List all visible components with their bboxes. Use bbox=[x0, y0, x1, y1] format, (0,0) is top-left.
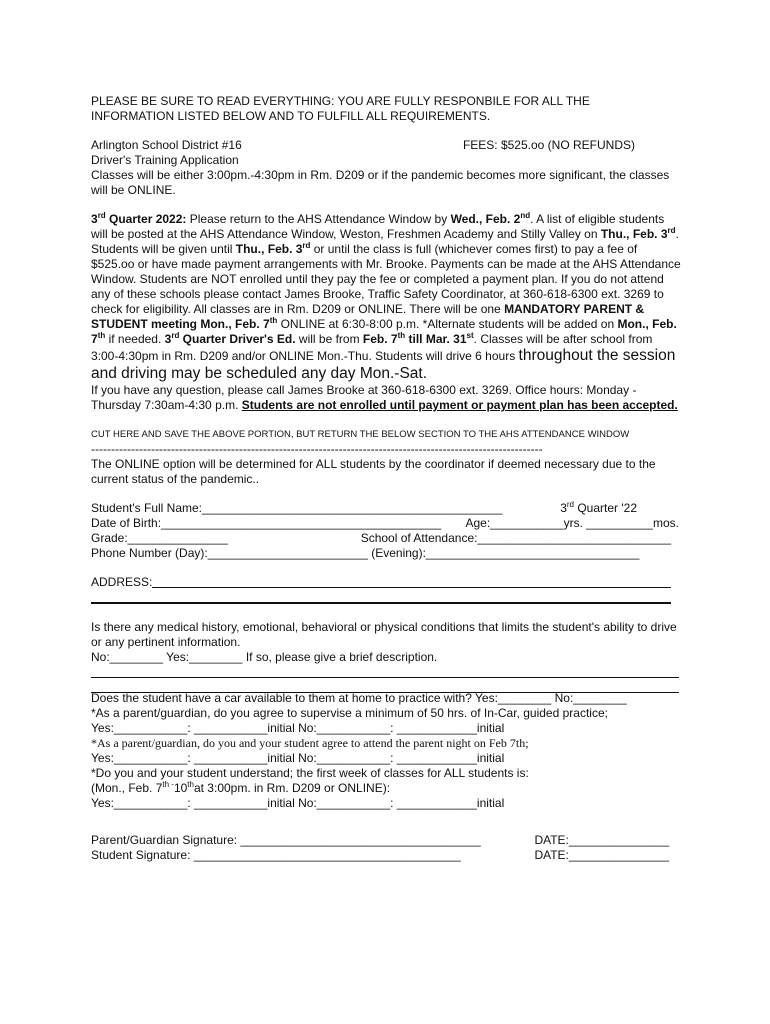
address-line-1[interactable] bbox=[152, 587, 671, 588]
supervise-answer[interactable]: Yes:___________: ___________initial No:___________: ____________initial bbox=[91, 721, 505, 735]
online-note: The ONLINE option will be determined for ALL students by the coordinator if deemed necessary due to the current status of the pandemic.. bbox=[91, 457, 656, 486]
district-row bbox=[91, 138, 681, 153]
car-question[interactable]: Does the student have a car available to them at home to practice with? Yes:________ No:________ bbox=[91, 691, 627, 705]
first-week-dates: (Mon., Feb. $7^{th -}10that$ 3:00pm. in Rm. D209 or ONLINE): bbox=[91, 780, 391, 795]
parent-night-answer[interactable]: Yes:___________: ___________initial No:___________: ____________initial bbox=[91, 751, 505, 765]
quarter-label: 3rd Quarter '22 bbox=[560, 500, 637, 515]
school-field[interactable]: School of Attendance:_____________________________ bbox=[360, 531, 671, 545]
dob-row bbox=[91, 516, 681, 531]
contact-paragraph: If you have any question, please call James Brooke at 360-618-6300 ext. 3269. Office hours: Monday - Thursday 7:30am-4:30 p.m. Students are not enrolled until payment or payment plan has been accepted. bbox=[91, 383, 678, 412]
parent-signature-row bbox=[91, 833, 681, 848]
dob-field[interactable]: Date of Birth:__________________________________________ bbox=[91, 516, 442, 530]
first-week-question: *Do you and your student understand; the first week of classes for ALL students is: bbox=[91, 766, 529, 780]
student-date-field[interactable]: DATE:_______________ bbox=[534, 848, 669, 862]
parent-date-field[interactable]: DATE:_______________ bbox=[534, 833, 669, 847]
address-label: ADDRESS: bbox=[91, 575, 153, 589]
enrollment-warning: Students are not enrolled until payment or payment plan has been accepted. bbox=[241, 398, 678, 412]
warning-line-2: INFORMATION LISTED BELOW AND TO FULFILL ALL REQUIREMENTS. bbox=[91, 109, 491, 123]
age-field[interactable]: Age:___________yrs. __________mos. bbox=[465, 516, 679, 530]
cut-here-label: CUT HERE AND SAVE THE ABOVE PORTION, BUT RETURN THE BELOW SECTION TO THE AHS ATTENDANCE WINDOW bbox=[91, 429, 630, 440]
quarter-num: 3 bbox=[91, 212, 98, 226]
fees: FEES: $525.oo (NO REFUNDS) bbox=[462, 138, 635, 152]
application-title: Driver's Training Application bbox=[91, 153, 239, 167]
quarter-paragraph: 3rd Quarter 2022: Please return to the AHS Attendance Window by Wed., Feb. 2nd. A list of eligible students will be posted at the AHS Attendance Window, Weston, Freshmen Academy and Stilly Valley on Thu., Feb. 3rd. Students will be given until Thu., Feb. 3rd or until the class is full (whichever comes first) to pay a fee of $525.oo or have made payment arrangements with Mr. Brooke. Payments can be made at the AHS Attendance Window. Students are NOT enrolled until they pay the fee or completed a payment plan. If you do not attend any of these schools please contact James Brooke, Traffic Safety Coordinator, at 360-618-6300 ext. 3269 to check for eligibility. All classes are in Rm. D209 or ONLINE. There will be one MANDATORY PARENT & STUDENT meeting Mon., Feb. 7th ONLINE at 6:30-8:00 p.m. *Alternate students will be added on Mon., Feb. 7th if needed. 3rd Quarter Driver's Ed. will be from Feb. 7th till Mar. 31st. Classes will be after school from 3:00-4:30pm in Rm. D209 and/or ONLINE Mon.-Thu. Students will drive 6 hours throughout the session and driving may be scheduled any day Mon.-Sat. bbox=[91, 211, 681, 382]
medical-answer-field[interactable]: No:________ Yes:________ If so, please give a brief description. bbox=[91, 650, 438, 664]
classes-line: Classes will be either 3:00pm.-4:30pm in Rm. D209 or if the pandemic becomes more significant, the classes will be ONLINE. bbox=[91, 168, 670, 197]
parent-signature-field[interactable]: Parent/Guardian Signature: ____________________________________ bbox=[91, 833, 481, 847]
district-name: Arlington School District #16 bbox=[91, 138, 242, 152]
grade-field[interactable]: Grade:_______________ bbox=[91, 531, 228, 545]
document-page bbox=[91, 94, 681, 863]
parent-night-question: *As a parent/guardian, do you and your student agree to attend the parent night on Feb 7th; bbox=[91, 736, 529, 750]
cut-line: ----------------------------------------------------------------------------------------------------------------- bbox=[91, 442, 543, 456]
address-row bbox=[91, 575, 681, 590]
medical-question: Is there any medical history, emotional, behavioral or physical conditions that limits the student's ability to drive or any pertinent information. bbox=[91, 620, 677, 649]
student-signature-field[interactable]: Student Signature: ________________________________________ bbox=[91, 848, 461, 862]
phone-field[interactable]: Phone Number (Day):________________________ (Evening):________________________________ bbox=[91, 546, 640, 560]
name-row bbox=[91, 501, 681, 516]
student-name-field[interactable]: Student's Full Name:_____________________________________________ bbox=[91, 501, 503, 515]
first-week-answer[interactable]: Yes:___________: ___________initial No:___________: ____________initial bbox=[91, 796, 505, 810]
warning-line-1: PLEASE BE SURE TO READ EVERYTHING: YOU ARE FULLY RESPONBILE FOR ALL THE bbox=[91, 94, 590, 108]
grade-row bbox=[91, 531, 681, 546]
student-signature-row bbox=[91, 848, 681, 863]
supervise-question: *As a parent/guardian, do you agree to supervise a minimum of 50 hrs. of In-Car, guided practice; bbox=[91, 706, 608, 720]
